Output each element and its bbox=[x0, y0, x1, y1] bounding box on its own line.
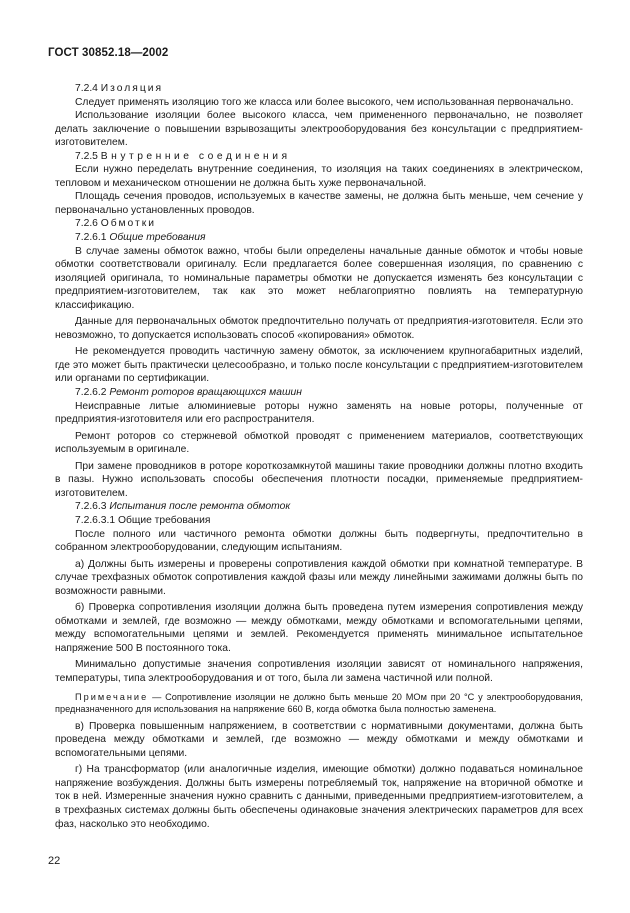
section-number: 7.2.6.1 bbox=[75, 232, 107, 244]
list-item-c: в) Проверка повышенным напряжением, в соответствии с нормативными документами, должна быть проведена между обмотками и землей, где возможно — между обмотками и между обмотками и вспомогательными цепями. bbox=[55, 720, 583, 759]
paragraph: При замене проводников в роторе короткозамкнутой машины такие проводники должны плотно входить в пазы. Нужно использовать способы обеспечения плотности посадки, применяемые предприятием-изготовителем. bbox=[55, 460, 583, 499]
paragraph: Не рекомендуется проводить частичную замену обмоток, за исключением крупногабаритных изделий, где это может быть практически целесообразно, и только после консультации с предприятием-изготовителем или органами по сертификации. bbox=[55, 346, 583, 385]
page-number: 22 bbox=[48, 855, 61, 867]
note-label: Примечание bbox=[75, 691, 149, 702]
paragraph: Если нужно переделать внутренние соединения, то изоляция на таких соединениях в электрическом, тепловом и механическом отношении не должна быть хуже первоначальной. bbox=[55, 164, 583, 189]
list-item-d: г) На трансформатор (или аналогичные изделия, имеющие обмотки) должно подаваться номинальное напряжение возбуждения. Должны быть измерены потребляемый ток, напряжение на вторичной обмотке и ток в ней. Измеренные значения нужно сравнить с данными, приведенными предприятием-изготовителем, а в трехфазных системах должны быть обеспечены одинаковые значения электрических параметров для всех фаз, насколько это необходимо. bbox=[55, 764, 583, 830]
standard-header: ГОСТ 30852.18—2002 bbox=[48, 47, 169, 59]
paragraph: Данные для первоначальных обмоток предпочтительно получать от предприятия-изготовителя. Если это невозможно, то допускается использовать способ «копирования» обмоток. bbox=[55, 316, 583, 341]
note bbox=[55, 691, 583, 716]
paragraph: После полного или частичного ремонта обмотки должны быть подвергнуты, предпочтительно в собранном электрооборудовании, следующим испытаниям. bbox=[55, 528, 583, 554]
section-heading-7-2-5 bbox=[55, 150, 583, 164]
section-heading-7-2-6 bbox=[55, 217, 583, 231]
list-item-b: б) Проверка сопротивления изоляции должна быть проведена путем измерения сопротивления между обмотками и землей, где возможно — между обмотками, между обмотками и вспомогательными цепями, между вспомогательными цепями и землей. Рекомендуется применять минимальное испытательное напряжение 500 В постоянного тока. bbox=[55, 602, 583, 654]
section-heading-7-2-4 bbox=[55, 82, 583, 96]
section-heading-7-2-6-3 bbox=[55, 500, 583, 514]
section-number: 7.2.6.3.1 bbox=[75, 514, 116, 526]
section-number: 7.2.6 bbox=[75, 218, 98, 230]
section-number: 7.2.4 bbox=[75, 83, 98, 94]
section-number: 7.2.6.2 bbox=[75, 387, 107, 399]
section-title: Внутренние соединения bbox=[100, 150, 291, 162]
section-title: Обмотки bbox=[100, 218, 157, 230]
paragraph: Площадь сечения проводов, используемых в качестве замены, не должна быть меньше, чем сечение у первоначально установленных проводов. bbox=[55, 191, 583, 216]
section-heading-7-2-6-3-1 bbox=[55, 514, 583, 528]
page-content bbox=[55, 82, 583, 831]
paragraph: Неисправные литые алюминиевые роторы нужно заменять на новые роторы, полученные от предприятия-изготовителя или его распространителя. bbox=[55, 400, 583, 426]
list-item-a: а) Должны быть измерены и проверены сопротивления каждой обмотки при комнатной температуре. В случае трехфазных обмоток сопротивления каждой фазы или между линейными зажимами должны быть по возможности равными. bbox=[55, 558, 583, 597]
section-title: Общие требования bbox=[117, 514, 211, 526]
paragraph: В случае замены обмоток важно, чтобы были определены начальные данные обмоток и чтобы новые обмотки соответствовали оригиналу. Если предлагается более совершенная изоляция, по сравнению с изоляцией оригинала, то номинальные параметры обмотки не допускается изменять без консультации с предприятием-изготовителем, так как это может неблагоприятно повлиять на температурную классификацию. bbox=[55, 245, 583, 311]
section-title: Изоляция bbox=[100, 83, 164, 94]
section-number: 7.2.5 bbox=[75, 150, 98, 162]
paragraph: Ремонт роторов со стержневой обмоткой проводят с применением материалов, соответствующих используемым в оригинале. bbox=[55, 430, 583, 456]
section-number: 7.2.6.3 bbox=[75, 501, 107, 513]
section-heading-7-2-6-1 bbox=[55, 231, 583, 245]
paragraph: Использование изоляции более высокого класса, чем примененного первоначально, не позволяет делать заключение о повышении взрывозащиты электрооборудования без консультации с предприятием-изготовителем. bbox=[55, 110, 583, 149]
paragraph: Следует применять изоляцию того же класса или более высокого, чем использованная первоначально. bbox=[75, 96, 574, 108]
paragraph: Минимально допустимые значения сопротивления изоляции зависят от номинального напряжения, температуры, типа электрооборудования и от того, была ли замена частичной или полной. bbox=[55, 659, 583, 684]
section-title: Испытания после ремонта обмоток bbox=[109, 501, 291, 513]
section-title: Ремонт роторов вращающихся машин bbox=[109, 387, 302, 399]
note-text: — Сопротивление изоляции не должно быть меньше 20 МОм при 20 °С у электрооборудования, предназначенного для использования на напряжение 660 В, когда обмотка была полностью заменена. bbox=[55, 691, 583, 715]
section-heading-7-2-6-2 bbox=[55, 386, 583, 400]
section-title: Общие требования bbox=[109, 232, 206, 244]
